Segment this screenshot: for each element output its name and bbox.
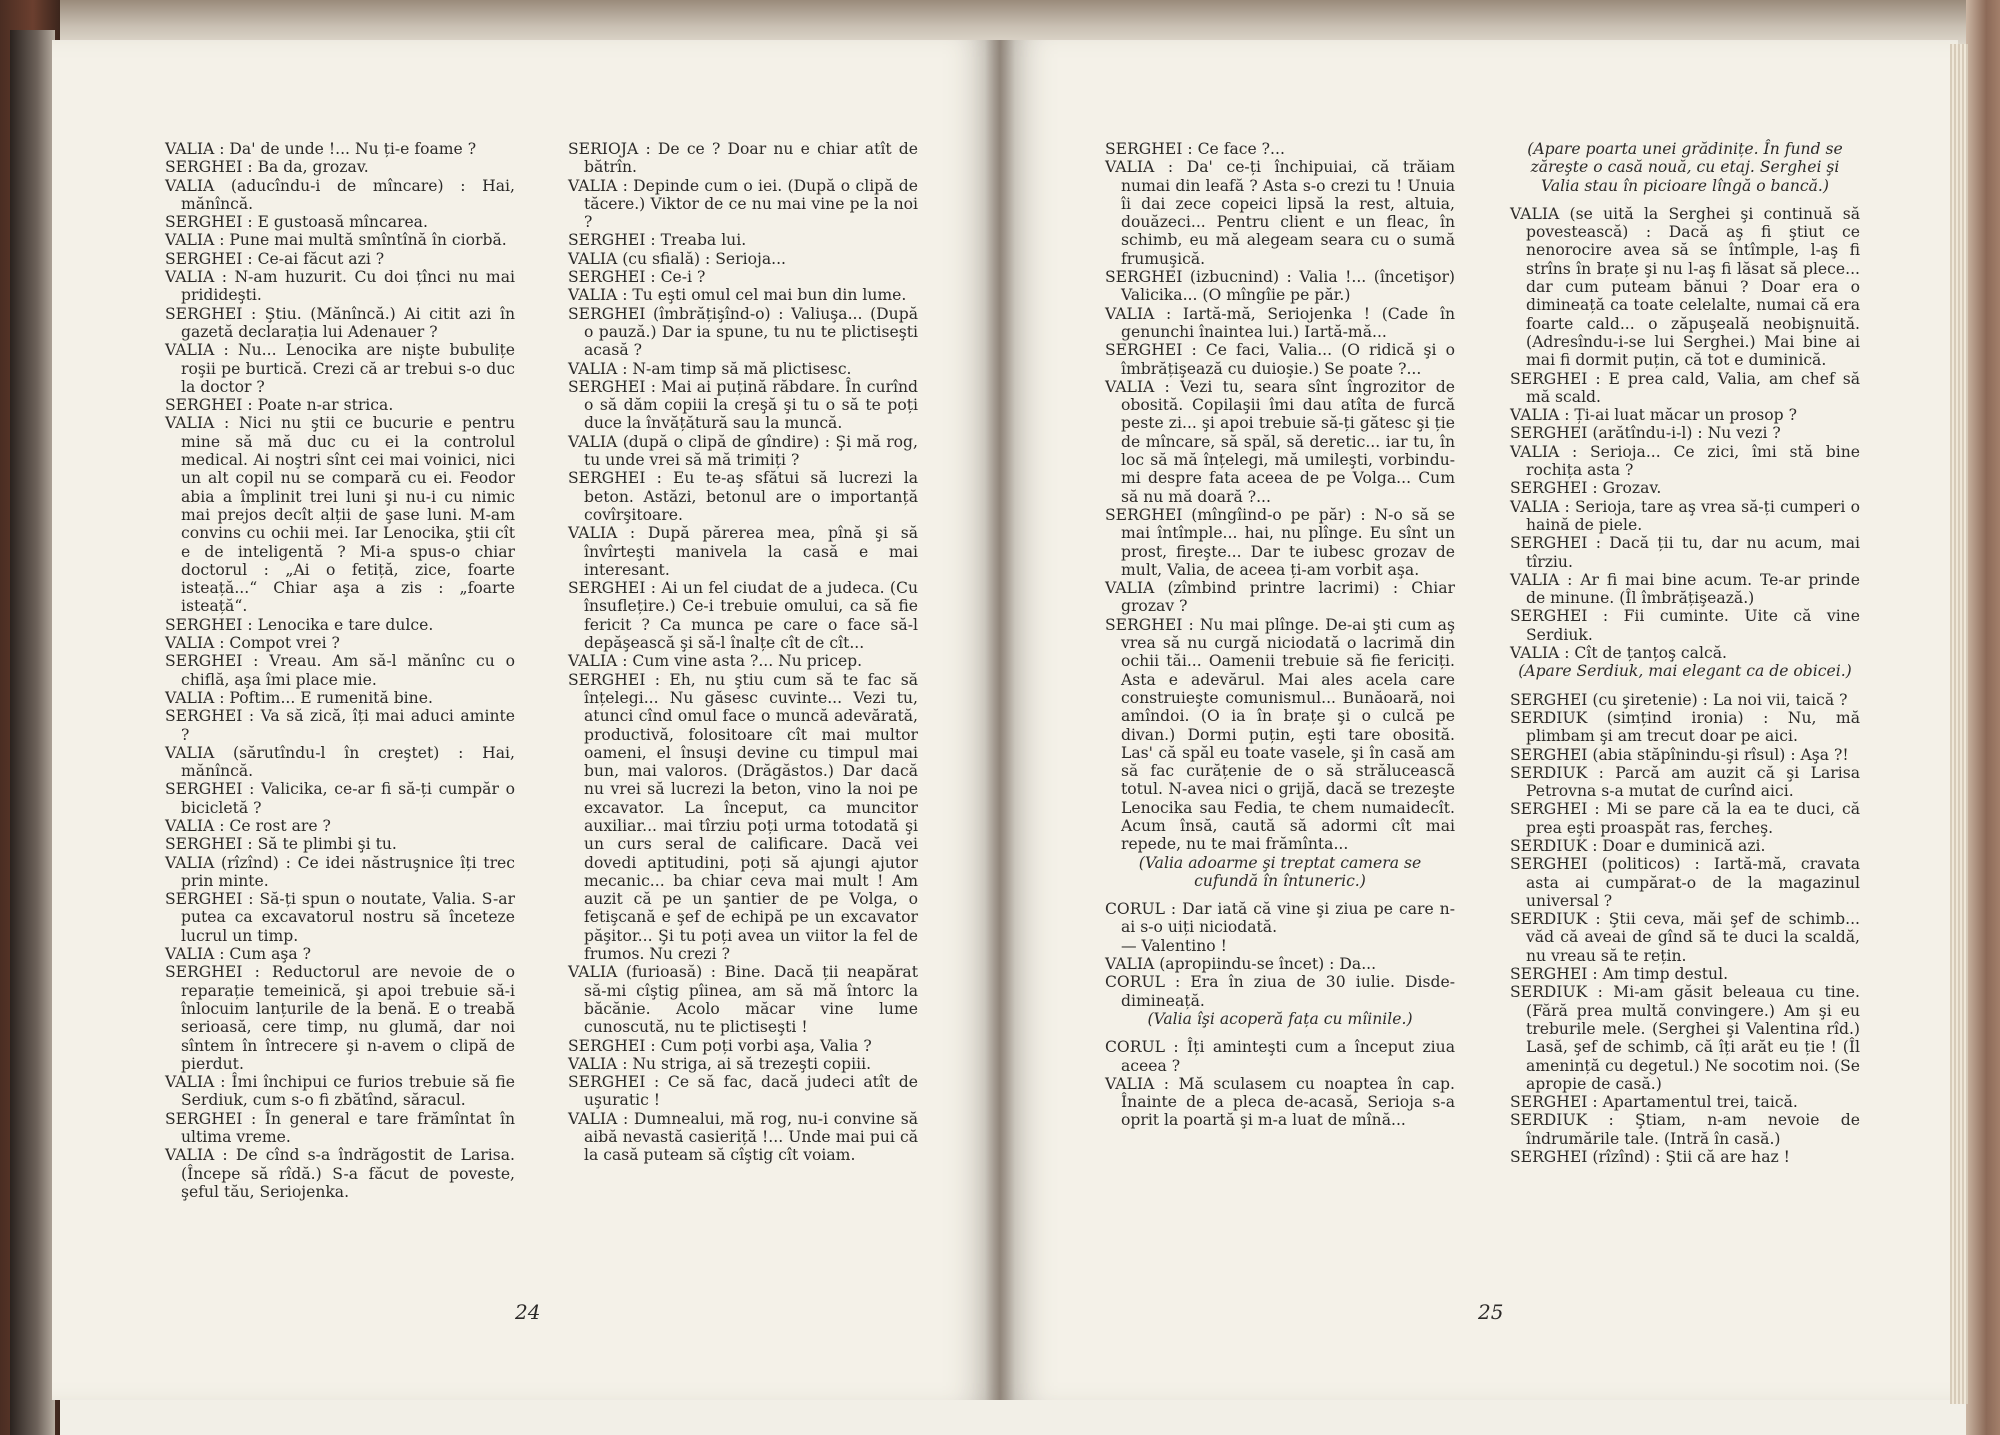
dialogue-line: SERGHEI : Eh, nu ştiu cum să te fac să înțelegi... Nu găsesc cuvinte... Vezi tu, atunci cînd omul face o muncă adevărată, productivă, folositoare cît mai multor oameni, el însuşi devine cu timpul mai bun, mai valoros. (Drăgăstos.) Dar dacă nu vrei să lucrezi la beton, vino la noi pe excavator. La început, ca muncitor auxiliar... mai tîrziu poți urma totodată şi un curs seral de calificare. Dacă vei dovedi aptitudini, poți să ajungi ajutor mecanic... ba chiar ceva mai mult ! Am auzit că pe un şantier de pe Volga, o fetişcană e şef de echipă pe un excavator păşitor... Şi tu poți avea un viitor la fel de frumos. Nu crezi ?: [568, 670, 918, 964]
dialogue-line: SERGHEI : Cum poți vorbi aşa, Valia ?: [568, 1036, 872, 1055]
dialogue-line: VALIA : Cum aşa ?: [165, 945, 312, 964]
dialogue-line: SERGHEI : Ce faci, Valia... (O ridică şi o îmbrățişează cu duioşie.) Se poate ?...: [1105, 341, 1455, 378]
dialogue-line: VALIA : Poftim... E rumenită bine.: [165, 688, 433, 707]
dialogue-line: VALIA : De cînd s-a îndrăgostit de Larisa. (Începe să rîdă.) S-a făcut de poveste, şeful tău, Seriojenka.: [165, 1146, 515, 1201]
dialogue-line: SERGHEI : E prea cald, Valia, am chef să mă scald.: [1510, 369, 1860, 406]
book-top-edge: [40, 0, 2000, 44]
dialogue-line: SERGHEI (abia stăpînindu-şi rîsul) : Aşa ?!: [1510, 745, 1849, 764]
dialogue-line: VALIA (zîmbind printre lacrimi) : Chiar grozav ?: [1105, 579, 1455, 616]
left-page-column-2: [568, 140, 918, 1165]
dialogue-line: VALIA : Nici nu ştii ce bucurie e pentru mine să mă duc cu ei la controlul medical. Ai noştri sînt cei mai voinici, nici un alt copil nu se compară cu ei. Feodor abia a împlinit trei luni şi nu-i cu nimic mai prejos decît alții de şase luni. M-am convins cu ochii mei. Iar Lenocika, ştii cît e de inteligentă ? Mi-a spus-o chiar doctorul : „Ai o fetiță, zice, foarte isteață...“ Chiar aşa a zis : „foarte isteață“.: [165, 414, 515, 616]
dialogue-line: VALIA : N-am timp să mă plictisesc.: [568, 359, 852, 378]
dialogue-line: SERDIUK : Ştii ceva, măi şef de schimb... văd că aveai de gînd să te duci la scaldă, nu vreau să te rețin.: [1510, 910, 1860, 965]
left-page-column-1: [165, 140, 515, 1201]
dialogue-line: SERDIUK (simțind ironia) : Nu, mă plimbam şi am trecut doar pe aici.: [1510, 708, 1860, 746]
dialogue-line: VALIA (cu sfială) : Serioja...: [568, 249, 786, 268]
dialogue-line: VALIA (apropiindu-se încet) : Da...: [1105, 955, 1377, 974]
dialogue-line: SERGHEI : Lenocika e tare dulce.: [165, 615, 434, 634]
dialogue-line: VALIA : Cît de țanțoş calcă.: [1510, 644, 1727, 663]
dialogue-line: SERGHEI : Am timp destul.: [1510, 965, 1729, 984]
dialogue-line: SERGHEI : Eu te-aş sfătui să lucrezi la beton. Astăzi, betonul are o importanță covîrşitoare.: [568, 469, 918, 524]
stage-direction: (Apare Serdiuk, mai elegant ca de obicei.): [1518, 662, 1852, 681]
dialogue-line: VALIA : Vezi tu, seara sînt îngrozitor de obosită. Copilaşii îmi dau atîta de furcă peste zi... şi apoi trebuie să-ți gătesc şi ție de mîncare, să spăl, să deretic... iar tu, în loc să mă înțelegi, mă umileşti, vorbindu-mi despre fata aceea de pe Volga... Cum să nu mă doară ?...: [1105, 377, 1455, 506]
dialogue-line: SERGHEI : Ce-i ?: [568, 268, 706, 287]
dialogue-line: VALIA : Da' de unde !... Nu ți-e foame ?: [165, 140, 477, 158]
right-page-column-2: [1510, 140, 1860, 1166]
dialogue-line: VALIA (după o clipă de gîndire) : Şi mă rog, tu unde vrei să mă trimiți ?: [568, 432, 918, 470]
dialogue-line: VALIA : Ar fi mai bine acum. Te-ar prinde de minune. (Îl îmbrățişează.): [1510, 570, 1860, 608]
dialogue-line: SERDIUK : Parcă am auzit că şi Larisa Petrovna s-a mutat de curînd aici.: [1510, 763, 1860, 801]
dialogue-line: VALIA (se uită la Serghei şi continuă să povestească) : Dacă aş fi ştiut ce nenorocire avea să se întîmple, l-aş fi strîns în brațe şi nu l-aş fi lăsat să plece... dar cum puteam bănui ? Doar era o dimineață ca toate celelalte, numai că era foarte cald... o zăpuşeală neobişnuită. (Adresîndu-i-se lui Serghei.) Mai bine ai mai fi dormit puțin, că tot e duminică.: [1510, 204, 1860, 370]
dialogue-line: SERGHEI : Grozav.: [1510, 479, 1662, 498]
dialogue-line: SERGHEI : Va să zică, îți mai aduci aminte ?: [165, 707, 515, 744]
stage-direction: (Valia adoarme şi treptat camera se cufundă în întuneric.): [1138, 853, 1422, 890]
dialogue-line: SERGHEI : Mi se pare că la ea te duci, că prea eşti proaspăt ras, fercheş.: [1510, 800, 1860, 837]
dialogue-line: VALIA : Pune mai multă smîntînă în ciorbă.: [165, 231, 507, 250]
dialogue-line: CORUL : Îți aminteşti cum a început ziua aceea ?: [1105, 1038, 1455, 1075]
dialogue-line: VALIA : Cum vine asta ?... Nu pricep.: [568, 652, 863, 671]
dialogue-line: VALIA : Nu... Lenocika are nişte bubulițe roşii pe burtică. Crezi că ar trebui s-o duc la doctor ?: [165, 341, 515, 396]
dialogue-line: VALIA : Ți-ai luat măcar un prosop ?: [1510, 406, 1797, 425]
book-spine-shadow: [10, 30, 55, 1435]
dialogue-line: SERGHEI (cu şiretenie) : La noi vii, taică ?: [1510, 690, 1848, 709]
dialogue-line: SERGHEI : Reductorul are nevoie de o reparație temeinică, şi apoi trebuie să-i înlocuim lanțurile de la benă. E o treabă serioasă, cere timp, nu glumă, dar noi sîntem în întrecere şi n-avem o clipă de pierdut.: [165, 963, 515, 1073]
right-page-column-1: [1105, 140, 1455, 1130]
stage-direction: (Valia îşi acoperă fața cu mîinile.): [1147, 1009, 1413, 1028]
dialogue-line: VALIA : Iartă-mă, Seriojenka ! (Cade în genunchi înaintea lui.) Iartă-mă...: [1105, 304, 1455, 341]
dialogue-line: VALIA : Serioja... Ce zici, îmi stă bine rochița asta ?: [1510, 442, 1860, 480]
dialogue-line: VALIA : După părerea mea, pînă şi să învîrteşti manivela la casă e mai interesant.: [568, 524, 918, 579]
dialogue-line: SERGHEI : Poate n-ar strica.: [165, 396, 394, 415]
dialogue-line: SERGHEI : Valicika, ce-ar fi să-ți cumpăr o bicicletă ?: [165, 780, 515, 817]
page-stack-edge: [1950, 44, 1968, 1404]
book-cover-right: [1966, 0, 2000, 1435]
dialogue-line: SERGHEI : Ce să fac, dacă judeci atît de uşuratic !: [568, 1073, 918, 1110]
dialogue-line: SERGHEI (arătîndu-i-l) : Nu vezi ?: [1510, 424, 1781, 443]
dialogue-line: SERGHEI : Să-ți spun o noutate, Valia. S-ar putea ca excavatorul nostru să înceteze lucrul un timp.: [165, 890, 515, 945]
dialogue-line: VALIA : Serioja, tare aş vrea să-ți cumperi o haină de piele.: [1510, 497, 1860, 534]
dialogue-line: VALIA (rîzînd) : Ce idei năstruşnice îți trec prin minte.: [165, 853, 515, 890]
dialogue-line: SERGHEI : Dacă ții tu, dar nu acum, mai tîrziu.: [1510, 534, 1860, 571]
dialogue-line: SERGHEI : Fii cuminte. Uite că vine Serdiuk.: [1510, 607, 1860, 644]
dialogue-line: SERDIUK : Doar e duminică azi.: [1510, 836, 1766, 855]
dialogue-line: SERIOJA : De ce ? Doar nu e chiar atît de bătrîn.: [568, 140, 918, 177]
dialogue-line: VALIA (furioasă) : Bine. Dacă ții neapărat să-mi cîştig pîinea, am să mă întorc la băcănie. Acolo măcar vine lume cunoscută, nu te plictiseşti !: [568, 963, 918, 1037]
dialogue-line: SERDIUK : Ştiam, n-am nevoie de îndrumările tale. (Intră în casă.): [1510, 1111, 1860, 1148]
dialogue-line: VALIA : N-am huzurit. Cu doi țînci nu mai pridideşti.: [165, 268, 515, 305]
dialogue-line: SERGHEI (izbucnind) : Valia !... (încetişor) Valicika... (O mîngîie pe păr.): [1105, 268, 1455, 305]
dialogue-line: SERGHEI : Apartamentul trei, taică.: [1510, 1093, 1798, 1112]
dialogue-line: VALIA : Tu eşti omul cel mai bun din lume.: [568, 286, 907, 305]
dialogue-line: VALIA : Depinde cum o iei. (După o clipă de tăcere.) Viktor de ce nu mai vine pe la noi ?: [568, 176, 918, 232]
dialogue-line: CORUL : Dar iată că vine şi ziua pe care n-ai s-o uiți niciodată. — Valentino !: [1105, 900, 1455, 955]
page-number-left: 24: [515, 1300, 541, 1324]
dialogue-line: SERGHEI : Ai un fel ciudat de a judeca. (Cu însuflețire.) Ce-i trebuie omului, ca să fie fericit ? Ca munca pe care o face să-l depăşească şi să-l înalțe cît de cît...: [568, 579, 918, 653]
dialogue-line: SERGHEI (politicos) : Iartă-mă, cravata asta ai cumpărat-o de la magazinul universal ?: [1510, 855, 1860, 910]
dialogue-line: SERGHEI (mîngîind-o pe păr) : N-o să se mai întîmple... hai, nu plînge. Eu sînt un prost, fireşte... Dar te iubesc grozav de mult, Valia, de aceea ți-am vorbit aşa.: [1105, 505, 1455, 579]
dialogue-line: SERDIUK : Mi-am găsit beleaua cu tine. (Fără prea multă convingere.) Am şi eu treburile mele. (Serghei şi Valentina rîd.) Lasă, şef de schimb, că îți arăt eu ție ! (Îl amenință cu degetul.) Ne socotim noi. (Se apropie de casă.): [1510, 983, 1860, 1093]
dialogue-line: VALIA : Nu striga, ai să trezeşti copiii.: [568, 1054, 872, 1073]
page-number-right: 25: [1478, 1300, 1504, 1324]
dialogue-line: SERGHEI : Nu mai plînge. De-ai şti cum aş vrea să nu curgă niciodată o lacrimă din ochii tăi... Oamenii trebuie să fie fericiți. Asta e adevărul. Mai ales acela care construieşte comunismul... Bunăoară, noi amîndoi. (O ia în brațe şi o culcă pe divan.) Dormi puțin, eşti tare obosită. Las' că spăl eu toate vasele, şi în casă am să fac curățenie de o să străluceascã totul. N-avea nici o grijă, dacă se trezeşte Lenocika sau Fedia, te chem numaidecît. Acum însă, caută să adormi cît mai repede, nu te mai frămînta...: [1105, 615, 1455, 854]
dialogue-line: SERGHEI : Ce-ai făcut azi ?: [165, 249, 385, 268]
dialogue-line: SERGHEI : Mai ai puțină răbdare. În curînd o să dăm copiii la creşă şi tu o să te poți duce la învățătură sau la muncă.: [568, 377, 918, 433]
dialogue-line: SERGHEI : Treaba lui.: [568, 231, 747, 250]
dialogue-line: SERGHEI : Ştiu. (Mănîncă.) Ai citit azi în gazetă declarația lui Adenauer ?: [165, 304, 515, 341]
dialogue-line: VALIA : Dumnealui, mă rog, nu-i convine să aibă nevastă casieriță !... Unde mai pui că la casă puteam să cîştig cît voiam.: [568, 1109, 918, 1165]
dialogue-line: SERGHEI : Ba da, grozav.: [165, 158, 369, 177]
dialogue-line: VALIA (aducîndu-i de mîncare) : Hai, mănîncă.: [165, 176, 515, 213]
dialogue-line: VALIA : Ce rost are ?: [165, 816, 331, 835]
dialogue-line: SERGHEI (îmbrățişînd-o) : Valiuşa... (După o pauză.) Dar ia spune, tu nu te plictiseşti acasă ?: [568, 304, 918, 360]
dialogue-line: VALIA : Îmi închipui ce furios trebuie să fie Serdiuk, cum s-o fi zbătînd, săracul.: [165, 1073, 515, 1110]
dialogue-line: VALIA : Mă sculasem cu noaptea în cap. Înainte de a pleca de-acasă, Serioja s-a oprit la poartă şi m-a luat de mînă...: [1105, 1074, 1455, 1130]
dialogue-line: SERGHEI : În general e tare frămîntat în ultima vreme.: [165, 1109, 515, 1147]
dialogue-line: SERGHEI : Ce face ?...: [1105, 140, 1285, 158]
dialogue-line: SERGHEI (rîzînd) : Ştii că are haz !: [1510, 1148, 1790, 1167]
dialogue-line: VALIA : Da' ce-ți închipuiai, că trăiam numai din leafă ? Asta s-o crezi tu ! Unuia îi dai zece copeici lipsă la rest, altuia, douăzeci... Pentru client e un fleac, în schimb, eu mă alegeam seara cu o sumă frumuşică.: [1105, 158, 1455, 268]
dialogue-line: VALIA : Compot vrei ?: [165, 634, 340, 653]
dialogue-line: VALIA (sărutîndu-l în creştet) : Hai, mănîncă.: [165, 743, 515, 781]
dialogue-line: SERGHEI : E gustoasă mîncarea.: [165, 213, 428, 232]
stage-direction: (Apare poarta unei grădinițe. În fund se zăreşte o casă nouă, cu etaj. Serghei şi Valia stau în picioare lîngă o bancă.): [1527, 140, 1843, 195]
book-gutter: [985, 40, 1015, 1400]
dialogue-line: CORUL : Era în ziua de 30 iulie. Disde-dimineață.: [1105, 973, 1455, 1010]
dialogue-line: SERGHEI : Să te plimbi şi tu.: [165, 835, 397, 854]
dialogue-line: SERGHEI : Vreau. Am să-l mănînc cu o chiflă, aşa îmi place mie.: [165, 652, 515, 689]
